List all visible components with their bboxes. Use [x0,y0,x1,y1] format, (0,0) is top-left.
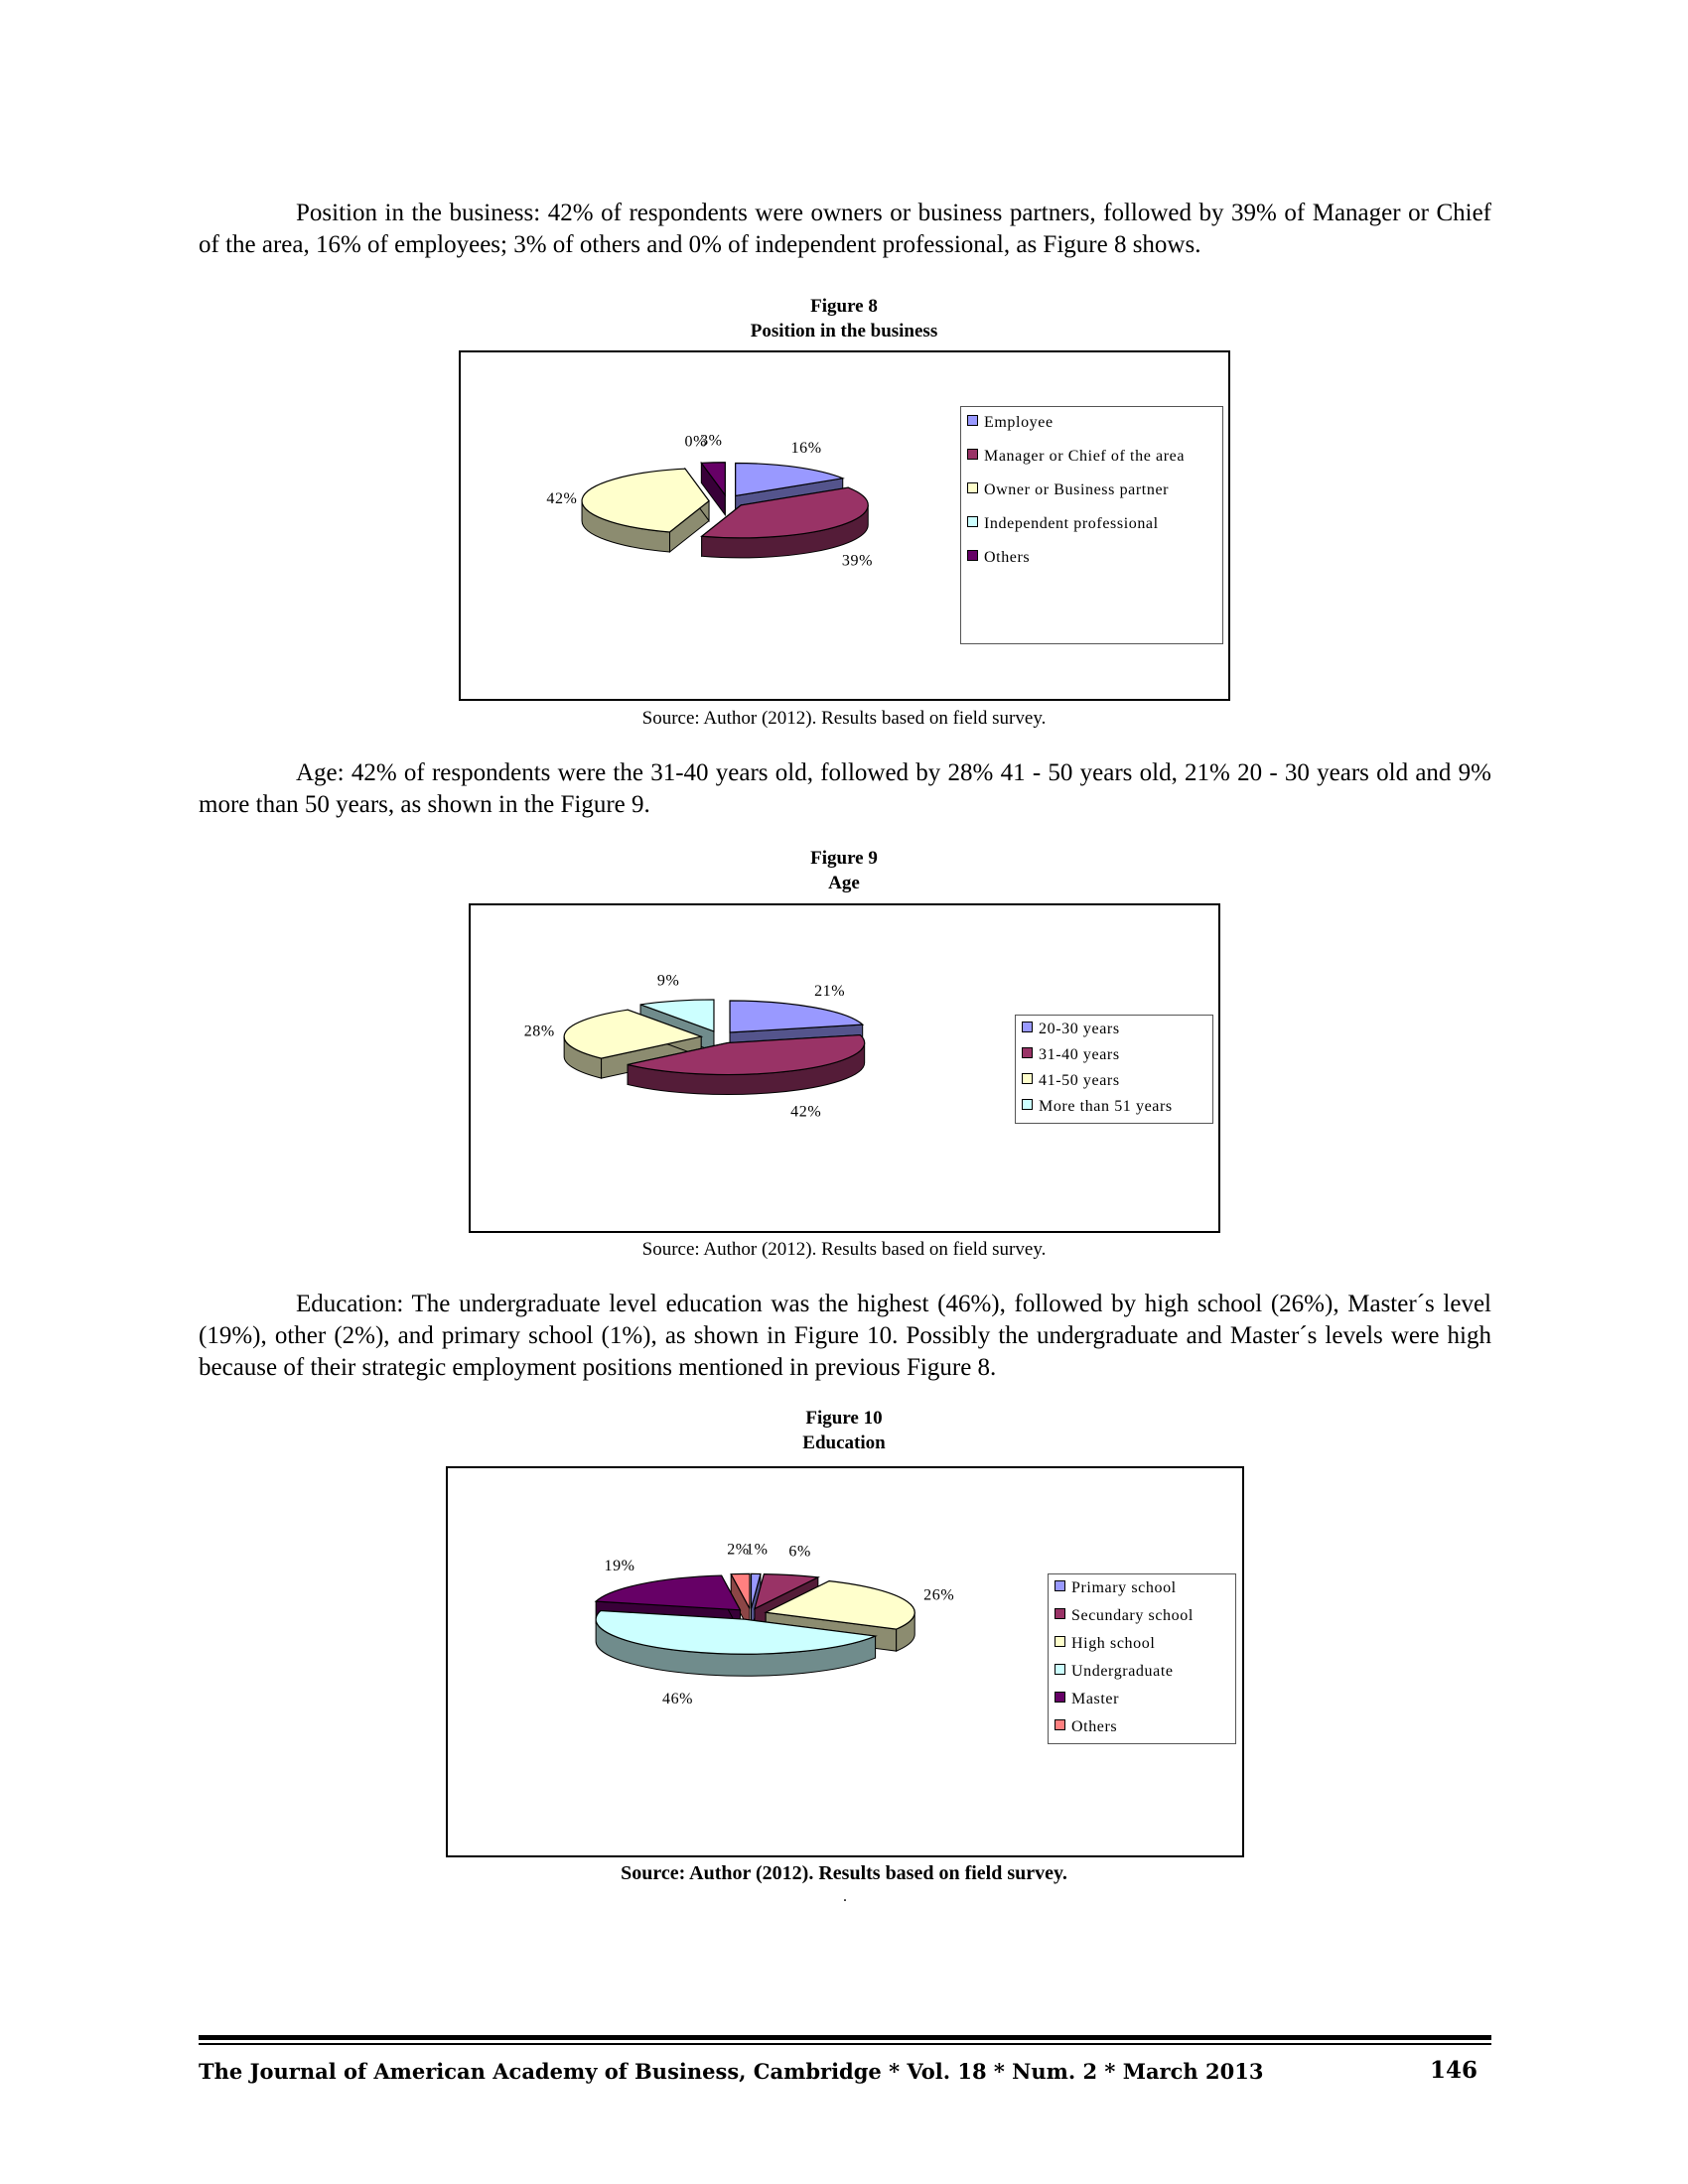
figure-10-heading [0,1406,1688,1455]
legend-swatch [967,482,978,493]
data-label-8-2: 39% [841,552,874,570]
figure-10-legend [1048,1573,1236,1744]
page-number: 146 [1430,2057,1478,2084]
legend-swatch [1055,1580,1065,1591]
legend-swatch [1022,1047,1033,1058]
legend-item-9-1 [1022,1020,1208,1039]
figure-10-title: Education [802,1433,886,1453]
legend-label: 31-40 years [1039,1046,1120,1063]
legend-swatch [1055,1719,1065,1730]
legend-item-8-3 [967,480,1218,500]
data-label-10-3: 26% [923,1586,955,1604]
data-label-10-4: 46% [661,1690,694,1707]
legend-swatch [1055,1608,1065,1619]
legend-label: 41-50 years [1039,1072,1120,1089]
footer-rule-thick [199,2035,1491,2040]
legend-item-10-2 [1055,1606,1231,1626]
legend-swatch [967,449,978,460]
legend-swatch [1055,1636,1065,1647]
legend-item-9-2 [1022,1045,1208,1065]
paragraph-education: Education: The undergraduate level education was the highest (46%), followed by high school (26%), Master´s level (19%), other (2%), and primary school (1%), as shown in Figure 10. Possibly the undergraduate and Master´s levels were high because of their strategic employment positions mentioned in previous Figure 8. [199,1291,1491,1381]
data-label-9-1: 21% [814,982,846,1000]
figure-9-chart [469,903,1220,1233]
data-label-8-3: 42% [546,490,578,508]
legend-item-8-5 [967,548,1218,568]
figure-9-title: Age [828,873,860,893]
legend-swatch [1022,1022,1033,1032]
legend-label: Employee [984,414,1054,431]
data-label-10-6: 2% [727,1541,750,1559]
pie-slice-8-2 [702,487,869,558]
data-label-8-1: 16% [790,440,822,458]
legend-label: Manager or Chief of the area [984,448,1186,465]
figure-8-title: Position in the business [750,321,938,341]
data-label-9-2: 42% [790,1103,822,1121]
legend-swatch [967,516,978,527]
legend-item-10-6 [1055,1717,1231,1737]
legend-label: Secundary school [1071,1607,1194,1624]
data-label-9-3: 28% [523,1023,555,1040]
figure-9-heading [0,846,1688,895]
pie-slice-8-3 [582,469,709,552]
figure-8-number: Figure 8 [810,296,878,317]
paragraph-position: Position in the business: 42% of respondents were owners or business partners, followed by 39% of Manager or Chief of the area, 16% of employees; 3% of others and 0% of independent professional, as Figure 8 shows. [199,200,1491,258]
data-label-8-5: 3% [700,432,723,450]
legend-item-8-4 [967,514,1218,534]
data-label-9-4: 9% [656,972,680,990]
paragraph-age: Age: 42% of respondents were the 31-40 years old, followed by 28% 41 - 50 years old, 21% 20 - 30 years old and 9% more than 50 years, as shown in the Figure 9. [199,759,1491,818]
legend-swatch [967,550,978,561]
legend-label: Independent professional [984,515,1159,532]
figure-10-source: Source: Author (2012). Results based on field survey. [621,1862,1067,1884]
legend-label: Others [1071,1718,1118,1735]
legend-label: Primary school [1071,1579,1177,1596]
legend-label: 20-30 years [1039,1021,1120,1037]
legend-label: High school [1071,1635,1156,1652]
legend-item-10-5 [1055,1690,1231,1709]
figure-9-legend [1015,1015,1213,1124]
data-label-10-5: 19% [604,1558,635,1575]
data-label-8-4: 0% [684,433,708,451]
trailing-mark: . [843,1888,847,1905]
figure-8-legend [960,406,1223,644]
legend-swatch [967,415,978,426]
footer-journal-title: The Journal of American Academy of Business, Cambridge * Vol. 18 * Num. 2 * March 2013 [199,2059,1264,2084]
figure-10-number: Figure 10 [805,1408,883,1429]
figure-9-source: Source: Author (2012). Results based on field survey. [641,1239,1047,1260]
legend-item-9-4 [1022,1097,1208,1117]
figure-8-heading [0,294,1688,343]
figure-10-chart [446,1466,1244,1857]
data-label-10-2: 6% [788,1543,811,1561]
legend-item-10-3 [1055,1634,1231,1654]
legend-item-9-3 [1022,1071,1208,1091]
figure-8-chart [459,350,1230,701]
legend-swatch [1055,1664,1065,1675]
figure-8-source: Source: Author (2012). Results based on field survey. [641,708,1047,729]
footer-rule-thin [199,2043,1491,2045]
legend-item-10-1 [1055,1578,1231,1598]
figure-9-number: Figure 9 [810,848,878,869]
legend-label: Undergraduate [1071,1663,1174,1680]
legend-label: Master [1071,1691,1120,1707]
legend-label: More than 51 years [1039,1098,1173,1115]
data-label-10-1: 1% [746,1541,769,1559]
legend-item-8-1 [967,413,1218,433]
legend-item-8-2 [967,447,1218,467]
legend-label: Owner or Business partner [984,481,1170,498]
legend-swatch [1022,1073,1033,1084]
legend-label: Others [984,549,1031,566]
legend-swatch [1055,1692,1065,1703]
legend-item-10-4 [1055,1662,1231,1682]
legend-swatch [1022,1099,1033,1110]
